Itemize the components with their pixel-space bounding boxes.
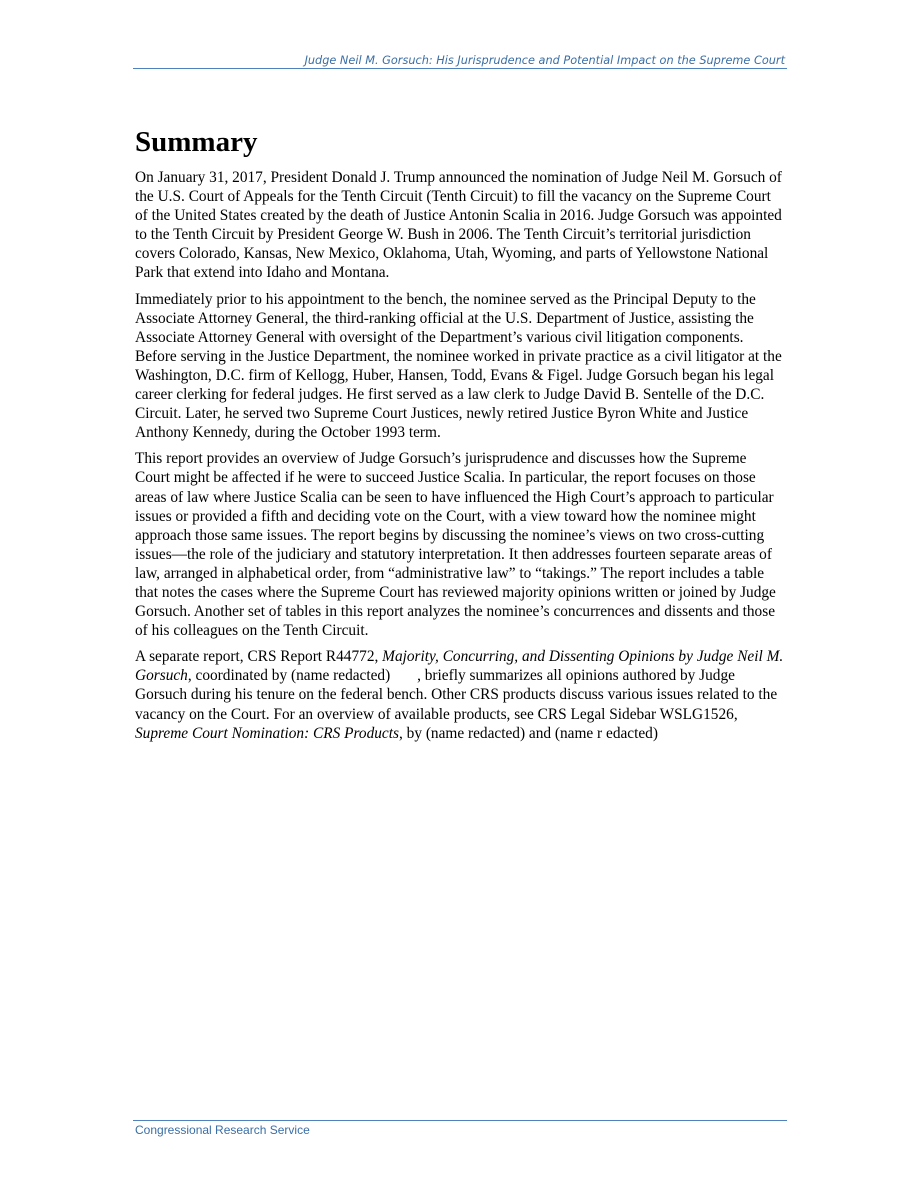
- summary-body: [135, 168, 785, 750]
- sidebar-title-italic: Supreme Court Nomination: CRS Products: [135, 724, 399, 742]
- paragraph-4-text-e: , by (name redacted) and (name r edacted): [398, 724, 658, 742]
- paragraph-4-text-c: , coordinated by (name redacted) , briefly summarizes all opinions authored by Judge Gorsuch during his tenure on the federal bench. Other CRS products discuss various issues related to the vacancy on the Court. For an overview of available products, see CRS Legal Sidebar WSLG1526,: [135, 667, 782, 723]
- footer-rule: [133, 1120, 787, 1121]
- paragraph-1: On January 31, 2017, President Donald J. Trump announced the nomination of Judge Neil M. Gorsuch of the U.S. Court of Appeals for the Tenth Circuit (Tenth Circuit) to fill the vacancy on the Supreme Court of the United States created by the death of Justice Antonin Scalia in 2016. Judge Gorsuch was appointed to the Tenth Circuit by President George W. Bush in 2006. The Tenth Circuit’s territorial jurisdiction covers Colorado, Kansas, New Mexico, Oklahoma, Utah, Wyoming, and parts of Yellowstone National Park that extend into Idaho and Montana.: [135, 169, 782, 282]
- paragraph-3: This report provides an overview of Judge Gorsuch’s jurisprudence and discusses how the Supreme Court might be affected if he were to succeed Justice Scalia. In particular, the report focuses on those areas of law where Justice Scalia can be seen to have influenced the High Court’s approach to particular issues or provided a fifth and deciding vote on the Court, with a view toward how the nominee might approach those same issues. The report begins by discussing the nominee’s views on two cross-cutting issues—the role of the judiciary and statutory interpretation. It then addresses fourteen separate areas of law, arranged in alphabetical order, from “administrative law” to “takings.” The report includes a table that notes the cases where the Supreme Court has reviewed majority opinions written or joined by Judge Gorsuch. Another set of tables in this report analyzes the nominee’s concurrences and dissents and those of his colleagues on the Tenth Circuit.: [135, 450, 776, 640]
- paragraph-4-text-a: A separate report, CRS Report R44772,: [135, 648, 383, 666]
- report-title-italic: Majority, Concurring, and Dissenting Opinions by Judge Neil M. Gorsuch: [135, 648, 784, 685]
- footer-organization: Congressional Research Service: [135, 1123, 310, 1137]
- running-header-title: Judge Neil M. Gorsuch: His Jurisprudence and Potential Impact on the Supreme Court: [304, 54, 785, 67]
- paragraph-2: Immediately prior to his appointment to the bench, the nominee served as the Principal Deputy to the Associate Attorney General, the third-ranking official at the U.S. Department of Justice, assisting the Associate Attorney General with oversight of the Department’s various civil litigation components. Before serving in the Justice Department, the nominee worked in private practice as a civil litigator at the Washington, D.C. firm of Kellogg, Huber, Hansen, Todd, Evans & Figel. Judge Gorsuch began his legal career clerking for federal judges. He first served as a law clerk to Judge David B. Sentelle of the D.C. Circuit. Later, he served two Supreme Court Justices, newly retired Justice Byron White and Justice Anthony Kennedy, during the October 1993 term.: [135, 290, 782, 442]
- section-heading: Summary: [135, 126, 258, 158]
- paragraph-4: [135, 647, 785, 742]
- header-rule: [133, 68, 787, 69]
